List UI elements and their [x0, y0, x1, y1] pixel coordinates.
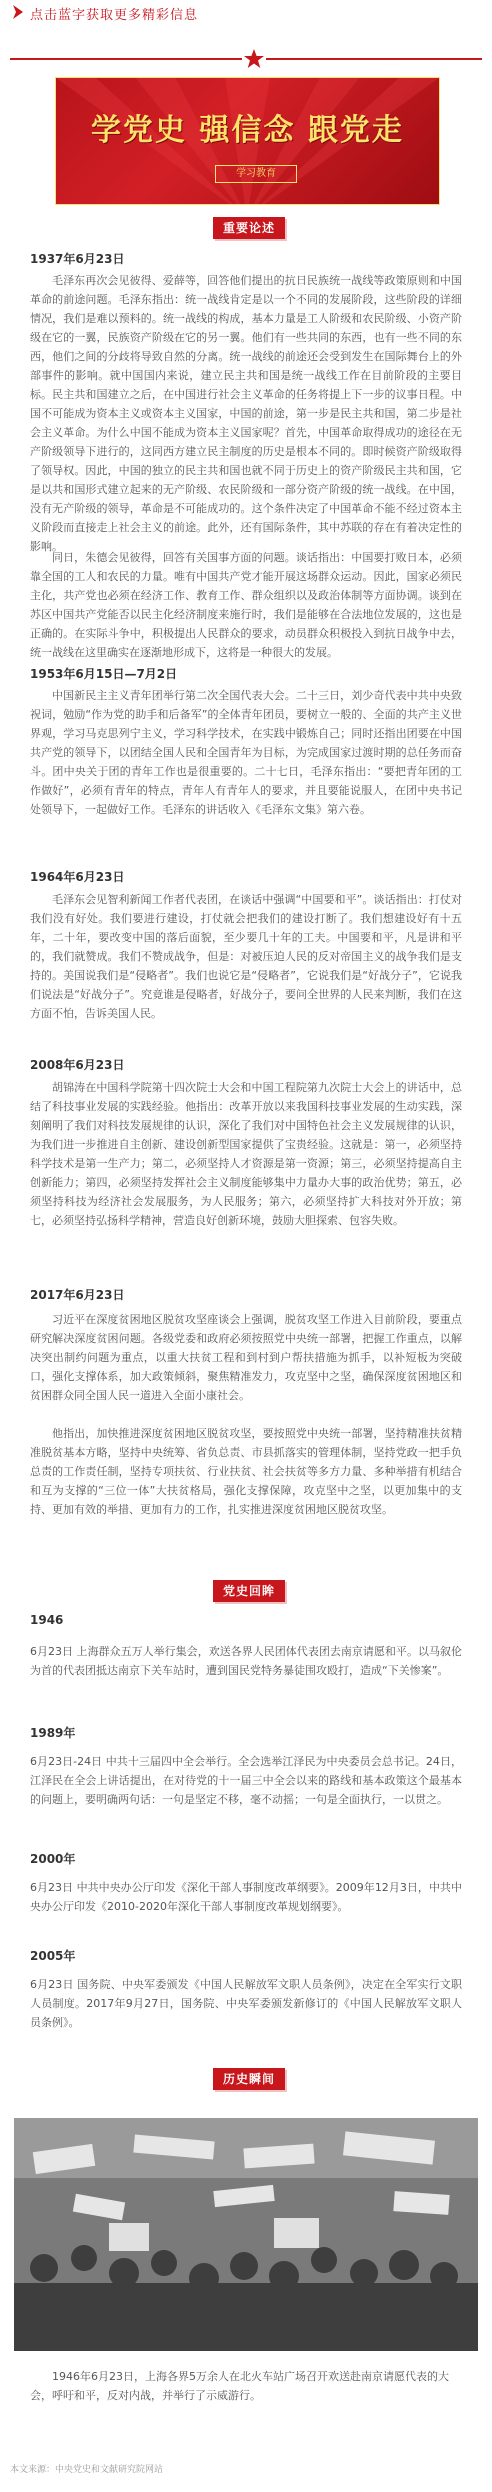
year-heading: 1953年6月15日—7月2日: [30, 667, 178, 681]
paragraph: 同日，朱德会见彼得，回答有关国事方面的问题。谈话指出：中国要打败日本，必须靠全国的工人和农民的力量。唯有中国共产党才能开展这场群众运动。因此，国家必须民主化，共产党也必须在经济工作、教育工作、群众组织以及政治体制等方面协调。谈到在苏区中国共产党能否以民主化经济制度来施行时，我们是能够在合法地位发展的，这也是正确的。在实际斗争中，积极提出人民群众的要求，动员群众积极投入到抗日战争中去，统一战线在这里确实在逐渐地形成下，这将是一种很大的发展。: [30, 551, 462, 659]
banner-slogan: 学党史 强信念 跟党走: [91, 113, 404, 148]
banner-image: [55, 77, 440, 205]
year-heading: 2005年: [30, 1949, 76, 1963]
red-arrow-icon: [10, 4, 26, 20]
photo-caption: 1946年6月23日，上海各界5万余人在北火车站广场召开欢送赴南京请愿代表的大会，呼吁和平，反对内战，并举行了示威游行。: [30, 2370, 449, 2402]
follow-prompt-link[interactable]: 点击蓝字获取更多精彩信息: [30, 8, 199, 23]
crowd-photo-illustration: [14, 2118, 478, 2351]
paragraph: 中国新民主主义青年团举行第二次全国代表大会。二十三日，刘少奇代表中共中央致祝词，勉励“作为党的助手和后备军”的全体青年团员，要树立一般的、全面的共产主义世界观，学习马克思列宁主义，学习科学技术，在实践中锻炼自己；同时还指出团要在中国共产党的领导下，以团结全国人民和全国青年为目标，为完成国家过渡时期的总任务而奋斗。团中央关于团的青年工作也是很重要的。二十七日，毛泽东指出：“要把青年团的工作做好”，必须有青年的特点，青年人有青年人的要求，并且要能说服人，在团中央书记处领导下，一起做好工作。毛泽东的讲话收入《毛泽东文集》第六卷。: [30, 689, 462, 816]
top-bar: [0, 0, 492, 34]
paragraph: 6月23日 上海群众五万人举行集会，欢送各界人民团体代表团去南京请愿和平。以马叙伦为首的代表团抵达南京下关车站时，遭到国民党特务暴徒围攻殴打，造成“下关惨案”。: [30, 1645, 462, 1677]
year-heading: 1989年: [30, 1726, 76, 1740]
section-label-review: 党史回眸: [213, 1580, 285, 1602]
section-label-moment: 历史瞬间: [213, 2068, 285, 2090]
header-divider: [10, 58, 482, 60]
section-label-important: 重要论述: [213, 217, 285, 239]
year-heading: 1946: [30, 1613, 64, 1627]
paragraph: 毛泽东会见智利新闻工作者代表团，在谈话中强调“中国要和平”。谈话指出：打仗对我们没有好处。我们要进行建设，打仗就会把我们的建设打断了。我们想建设好有十五年，二十年，要改变中国的落后面貌，至少要几十年的工夫。中国要和平，凡是讲和平的，我们就赞成。我们不赞成战争，但是：对被压迫人民的反对帝国主义的战争我们是支持的。美国说我们是“侵略者”。我们也说它是“侵略者”，它说我们是“好战分子”，它说我们说法是“好战分子”。究竟谁是侵略者，好战分子，要问全世界的人民来判断，我们在这方面不怕，告诉美国人民。: [30, 893, 462, 1020]
banner-subtitle: 学习教育: [215, 165, 297, 183]
year-heading: 2000年: [30, 1852, 76, 1866]
paragraph: 毛泽东再次会见彼得、爱薛等，回答他们提出的抗日民族统一战线等政策原则和中国革命的前途问题。毛泽东指出：统一战线肯定是以一个不同的发展阶段，这些阶段的详细情况，我们是难以预料的。统一战线的构成，基本力量是工人阶级和农民阶级、小资产阶级在它的一翼，民族资产阶级在它的另一翼。他们有一些共同的东西，也有一些不同的东西，他们之间的分歧将导致自然的分离。统一战线的前途还会受到发生在国际舞台上的外部事件的影响。就中国国内来说，建立民主共和国是统一战线工作在目前阶段的主要目标。民主共和国建立之后，在中国进行社会主义革命的任务将提上下一步的议事日程。中国不可能成为资本主义或资本主义国家，中国的前途，第一步是民主共和国，第二步是社会主义革命。为什么中国不能成为资本主义国家呢？首先，中国革命取得成功的途径在无产阶级领导下进行的，这同西方建立民主制度的历史是根本不同的。即时候资产阶级取得了领导权。因此，中国的独立的民主共和国也就不同于历史上的资产阶级民主共和国，它是以共和国形式建立起来的无产阶级、农民阶级和一部分资产阶级的统一战线。在中国，没有无产阶级的领导，革命是不可能成功的。这个条件决定了中国革命不能不经过资本主义阶段而直接走上社会主义的前途。此外，还有国际条件，其中苏联的存在有着决定性的影响。: [30, 274, 462, 553]
historical-photo: [14, 2118, 478, 2351]
year-heading: 2017年6月23日: [30, 1288, 125, 1302]
source-footer: 本文来源：中央党史和文献研究院网站: [10, 2465, 164, 2475]
paragraph: 6月23日 中共中央办公厅印发《深化干部人事制度改革纲要》。2009年12月3日，中共中央办公厅印发《2010-2020年深化干部人事制度改革规划纲要》。: [30, 1881, 462, 1913]
year-heading: 1937年6月23日: [30, 252, 125, 266]
paragraph: 6月23日-24日 中共十三届四中全会举行。全会选举江泽民为中央委员会总书记。24日，江泽民在全会上讲话提出，在对待党的十一届三中全会以来的路线和基本政策这个最基本的问题上，要明确两句话：一句是坚定不移，毫不动摇；一句是全面执行，一以贯之。: [30, 1755, 462, 1806]
year-heading: 2008年6月23日: [30, 1058, 125, 1072]
star-icon: [242, 47, 266, 71]
paragraph: 6月23日 国务院、中央军委颁发《中国人民解放军文职人员条例》，决定在全军实行文职人员制度。2017年9月27日，国务院、中央军委颁发新修订的《中国人民解放军文职人员条例》。: [30, 1978, 462, 2029]
paragraph: 他指出，加快推进深度贫困地区脱贫攻坚，要按照党中央统一部署，坚持精准扶贫精准脱贫基本方略，坚持中央统筹、省负总责、市县抓落实的管理体制，坚持党政一把手负总责的工作责任制，坚持专项扶贫、行业扶贫、社会扶贫等多方力量、多种举措有机结合和互为支撑的“三位一体”大扶贫格局，强化支撑保障，攻克坚中之坚，以更加集中的支持、更加有效的举措、更加有力的工作，扎实推进深度贫困地区脱贫攻坚。: [30, 1427, 462, 1516]
paragraph: 习近平在深度贫困地区脱贫攻坚座谈会上强调，脱贫攻坚工作进入目前阶段，要重点研究解决深度贫困问题。各级党委和政府必须按照党中央统一部署，把握工作重点，以解决突出制约问题为重点，以重大扶贫工程和到村到户帮扶措施为抓手，以补短板为突破口，强化支撑体系，加大政策倾斜，聚焦精准发力，攻克坚中之坚，确保深度贫困地区和贫困群众同全国人民一道进入全面小康社会。: [30, 1313, 462, 1402]
paragraph: 胡锦涛在中国科学院第十四次院士大会和中国工程院第九次院士大会上的讲话中，总结了科技事业发展的实践经验。他指出：改革开放以来我国科技事业发展的生动实践，深刻阐明了我们对科技发展规律的认识，深化了我们对中国特色社会主义发展规律的认识，为我们进一步推进自主创新、建设创新型国家提供了宝贵经验。这就是：第一，必须坚持科学技术是第一生产力；第二，必须坚持人才资源是第一资源；第三，必须坚持提高自主创新能力；第四，必须坚持发挥社会主义制度能够集中力量办大事的政治优势；第五，必须坚持科技为经济社会发展服务，为人民服务；第六，必须坚持扩大科技对外开放；第七，必须坚持弘扬科学精神，营造良好创新环境，鼓励大胆探索、包容失败。: [30, 1081, 462, 1227]
year-heading: 1964年6月23日: [30, 870, 125, 884]
